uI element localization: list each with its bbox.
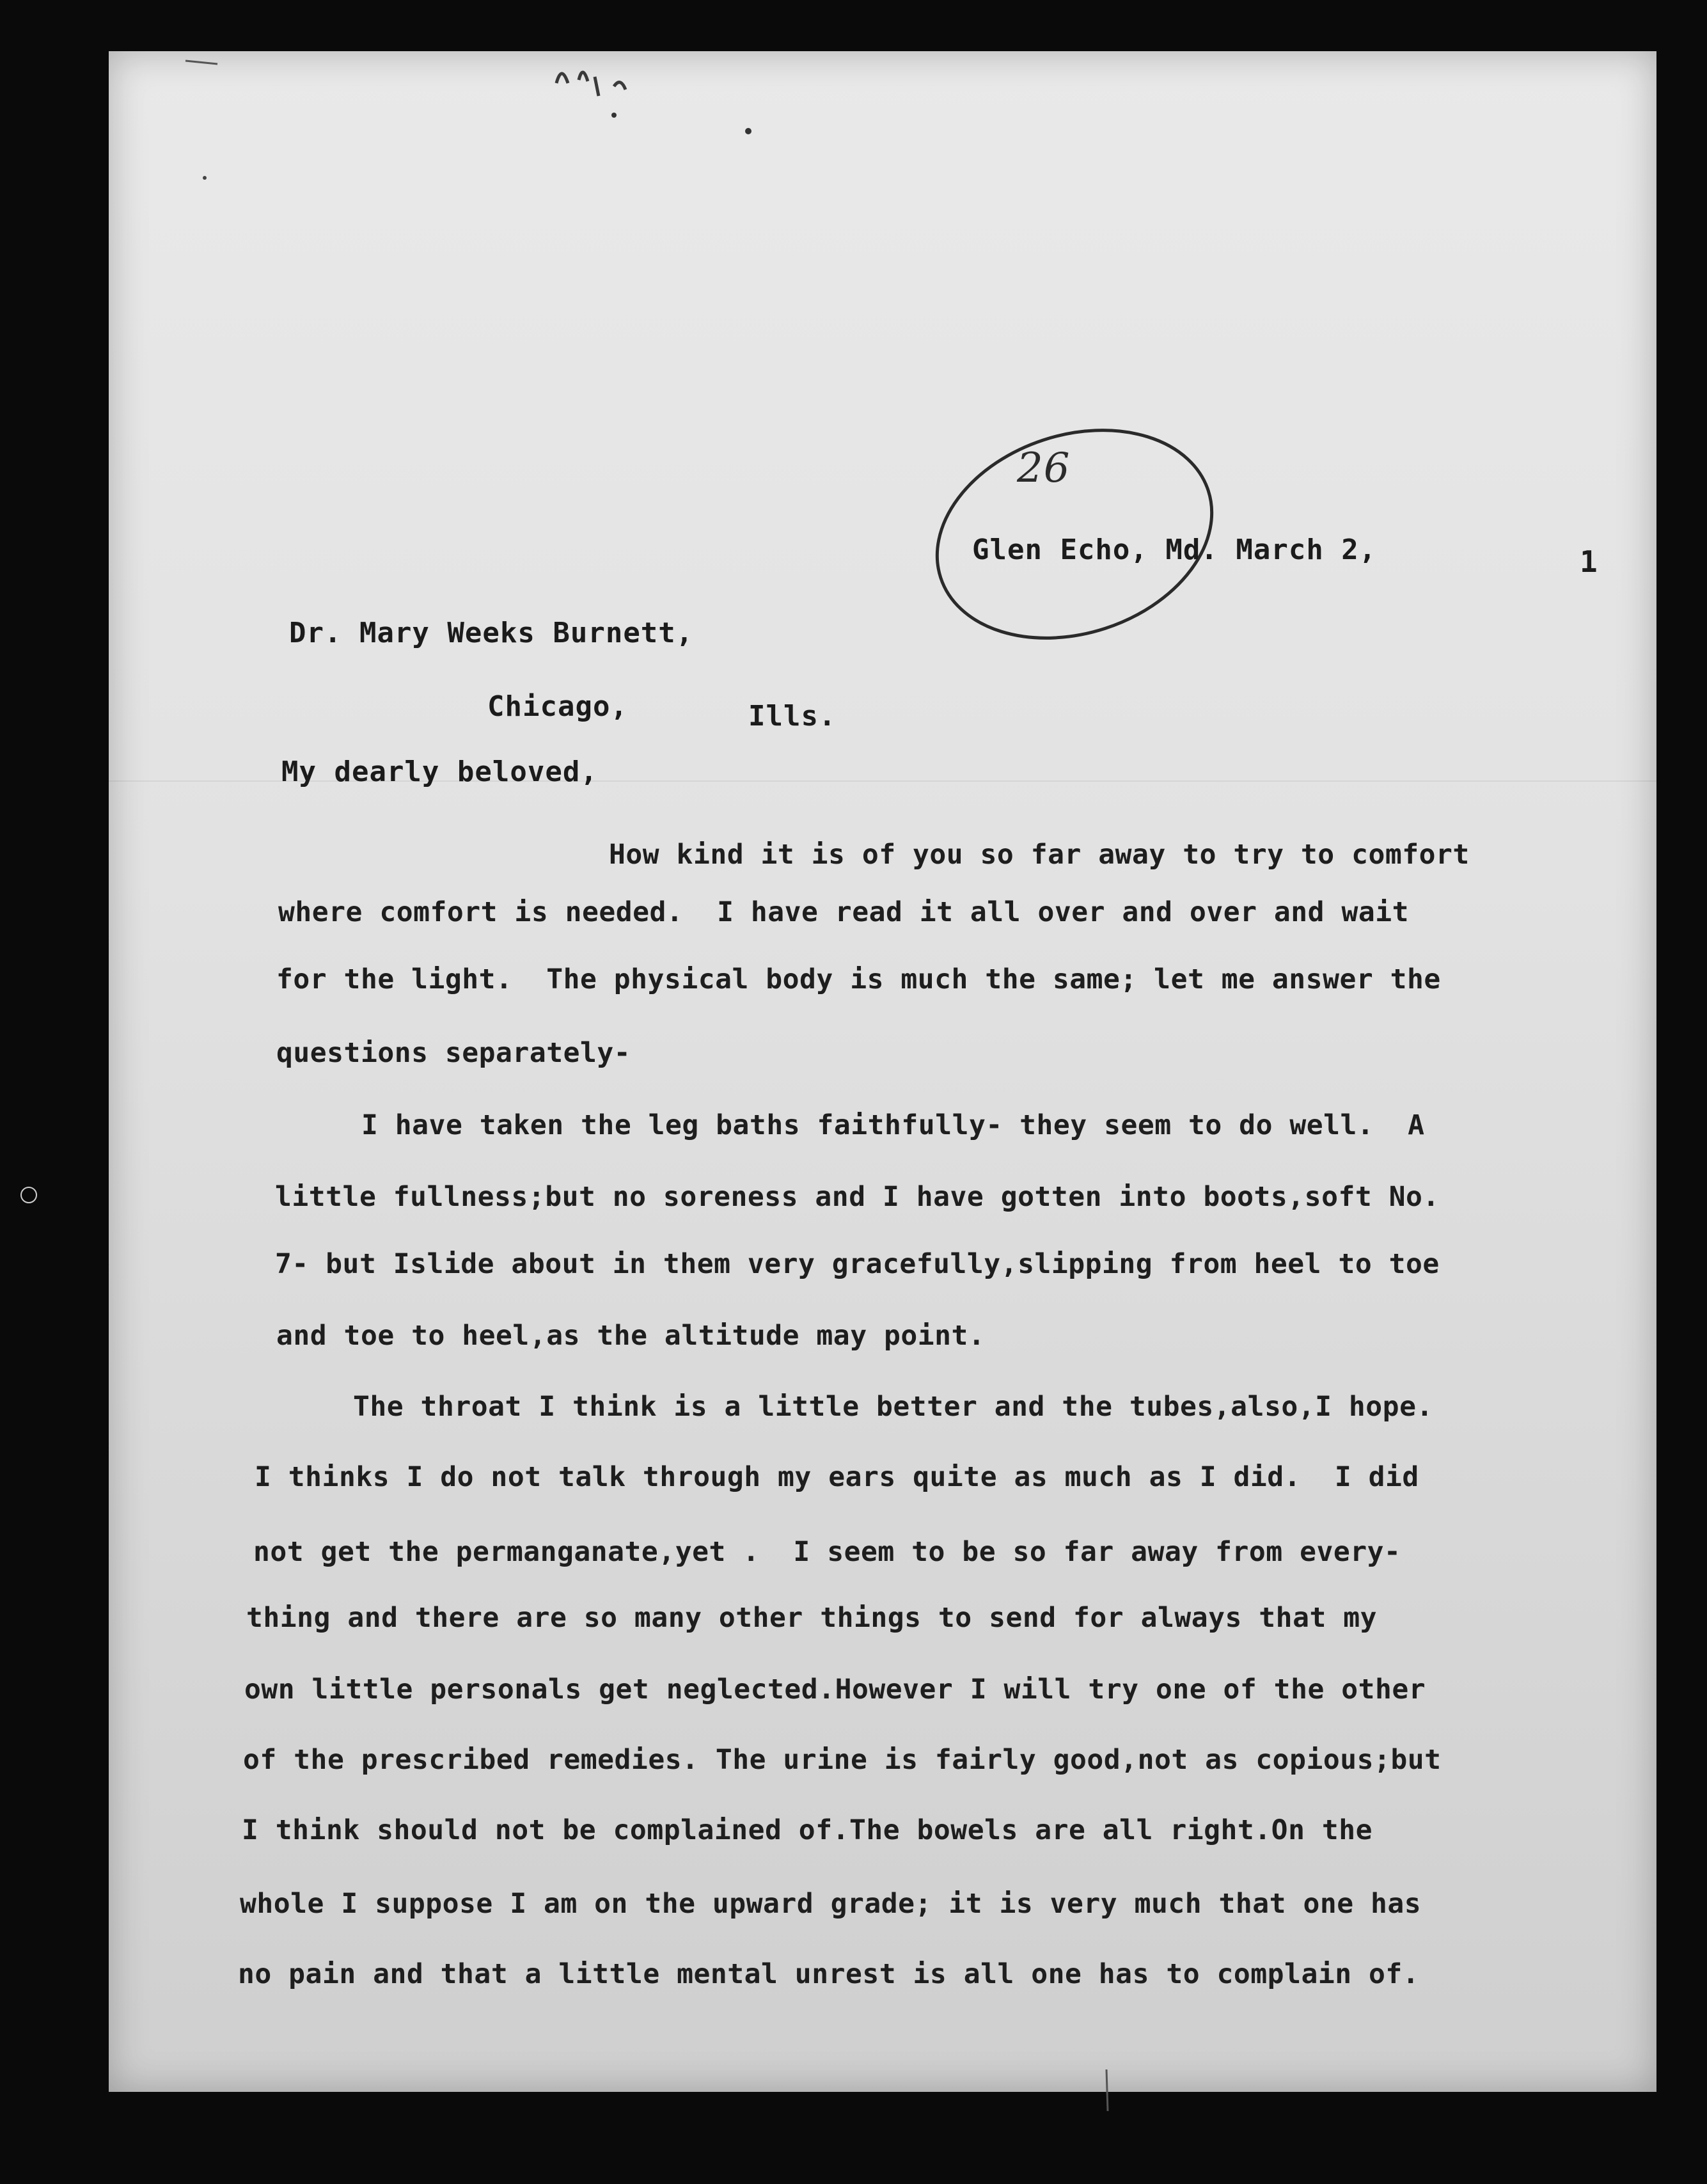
page-number: 1 <box>1580 544 1598 579</box>
body-line: for the light. The physical body is much the same; let me answer the <box>276 963 1441 995</box>
ink-smudge <box>1106 2069 1108 2111</box>
archival-number: 26 <box>1017 445 1071 492</box>
body-line: whole I suppose I am on the upward grade; it is very much that one has <box>240 1888 1422 1920</box>
ink-speck <box>611 113 617 118</box>
faint-header-scribble <box>556 72 625 96</box>
body-line: of the prescribed remedies. The urine is fairly good,not as copious;but <box>243 1744 1442 1776</box>
body-line: I thinks I do not talk through my ears quite as much as I did. I did <box>255 1461 1419 1493</box>
body-line: little fullness;but no soreness and I have gotten into boots,soft No. <box>275 1181 1440 1213</box>
ink-speck <box>203 176 207 180</box>
greeting: My dearly beloved, <box>281 756 598 788</box>
body-line: The throat I think is a little better and the tubes,also,I hope. <box>353 1391 1433 1423</box>
body-line: I think should not be complained of.The bowels are all right.On the <box>242 1814 1373 1846</box>
ink-speck <box>745 128 751 134</box>
body-line: I have taken the leg baths faithfully- they seem to do well. A <box>361 1109 1425 1141</box>
body-line: no pain and that a little mental unrest is all one has to complain of. <box>238 1958 1420 1990</box>
body-line: own little personals get neglected.However I will try one of the other <box>244 1674 1426 1705</box>
body-line: and toe to heel,as the altitude may point. <box>276 1320 986 1352</box>
body-line: questions separately- <box>276 1037 631 1069</box>
body-line: How kind it is of you so far away to try to comfort <box>609 839 1470 871</box>
body-line: thing and there are so many other things to send for always that my <box>246 1602 1378 1634</box>
dateline: Glen Echo, Md. March 2, <box>972 534 1377 566</box>
ink-smudge <box>185 61 217 64</box>
recipient-name: Dr. Mary Weeks Burnett, <box>289 617 694 649</box>
recipient-city: Chicago, <box>487 690 628 723</box>
body-line: 7- but Islide about in them very gracefully,slipping from heel to toe <box>275 1248 1440 1280</box>
body-line: where comfort is needed. I have read it all over and over and wait <box>278 896 1410 928</box>
body-line: not get the permanganate,yet . I seem to be so far away from every- <box>253 1536 1401 1568</box>
recipient-state: Ills. <box>748 700 837 732</box>
